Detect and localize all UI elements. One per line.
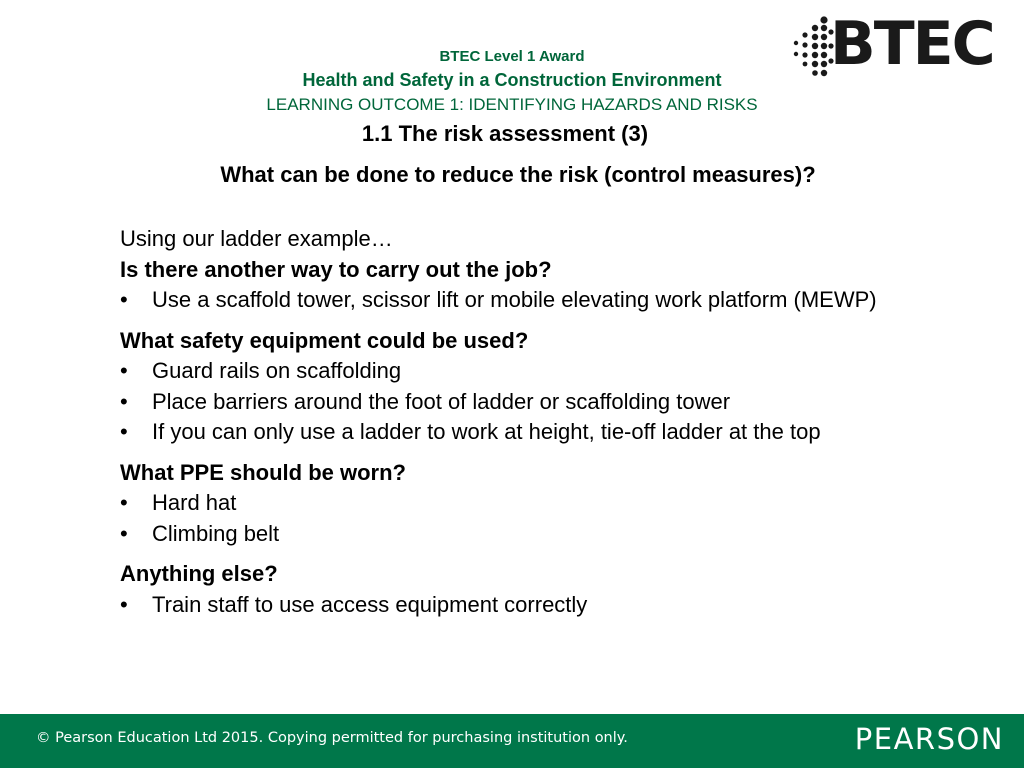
- slide-question: What can be done to reduce the risk (control measures)?: [220, 162, 816, 187]
- bullet-list: [120, 488, 970, 549]
- bullet-list: [120, 285, 970, 316]
- section-heading: What PPE should be worn?: [120, 459, 406, 485]
- bullet-item: • Use a scaffold tower, scissor lift or mobile elevating work platform (MEWP): [120, 285, 970, 316]
- bullet-item: • Guard rails on scaffolding: [120, 356, 970, 387]
- bullet-item: • Climbing belt: [120, 519, 970, 550]
- bullet-item: • Train staff to use access equipment correctly: [120, 590, 970, 621]
- learning-outcome: LEARNING OUTCOME 1: IDENTIFYING HAZARDS AND RISKS: [266, 95, 758, 114]
- slide-title: 1.1 The risk assessment (3): [361, 121, 649, 146]
- bullet-item: • Place barriers around the foot of ladder or scaffolding tower: [120, 387, 970, 418]
- section-heading: What safety equipment could be used?: [120, 327, 529, 353]
- bullet-item: • If you can only use a ladder to work at height, tie-off ladder at the top: [120, 417, 970, 448]
- btec-logo: [790, 9, 995, 80]
- btec-logo-icon: [790, 15, 834, 80]
- pearson-logo: PEARSON: [854, 722, 1004, 756]
- footer-bar: [0, 714, 1024, 768]
- btec-logo-text: BTEC: [830, 9, 994, 79]
- bullet-list: [120, 356, 970, 448]
- section-heading: Is there another way to carry out the job?: [120, 256, 552, 282]
- slide-body: [120, 224, 970, 620]
- bullet-list: [120, 590, 970, 621]
- intro-text: Using our ladder example…: [120, 226, 393, 251]
- copyright-notice: © Pearson Education Ltd 2015. Copying permitted for purchasing institution only.: [36, 730, 628, 746]
- course-title: Health and Safety in a Construction Environment: [302, 70, 722, 90]
- section-heading: Anything else?: [120, 561, 278, 586]
- bullet-item: • Hard hat: [120, 488, 970, 519]
- award-label: BTEC Level 1 Award: [439, 48, 585, 65]
